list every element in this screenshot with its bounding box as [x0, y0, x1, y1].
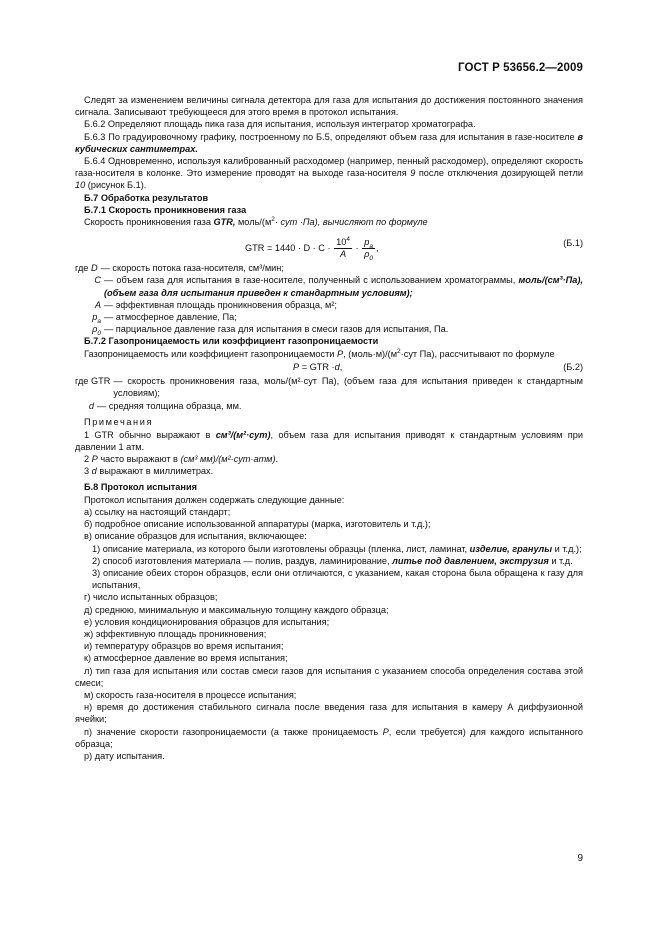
definition-d-symbol — [75, 262, 98, 274]
b8-item-i: и) температуру образцов во время испытания; — [84, 641, 284, 652]
note-3-b: d — [91, 466, 97, 477]
symbol-gtr: где GTR — [75, 375, 111, 386]
definition-pa — [75, 311, 583, 323]
b8-item-d: д) среднюю, минимальную и максимальную толщину каждого образца; — [84, 604, 389, 615]
b8-item-v2 — [75, 555, 583, 567]
paragraph-b62: Б.6.2 Определяют площадь пика газа для испытания, используя интегратор хроматографа. — [84, 119, 476, 130]
definitions-b2 — [75, 375, 583, 413]
b63-emphasis: в кубических сантиметрах. — [75, 131, 583, 154]
formula-b2-d: d — [334, 361, 340, 372]
symbol-pa-main: p — [92, 312, 98, 323]
formula-b1-number: (Б.1) — [563, 238, 583, 249]
where-label: где — [75, 263, 89, 274]
definition-c-text-a: — объем газа для испытания в газе-носителе, полученный с использованием хроматограммы, — [104, 275, 519, 286]
fraction-1-num-exp: 4 — [346, 236, 350, 244]
paragraph-b71 — [75, 216, 583, 228]
formula-b1-left: GTR = 1440 · D · C · — [245, 243, 331, 254]
b8-v2-a: 2) способ изготовления материала — полив, раздув, ламинирование, — [92, 555, 393, 566]
b8-p-b: P — [382, 726, 389, 737]
definition-gtr-text: — скорость проникновения газа, моль/(м²·сут Па), (объем газа для испытания приведен к стандартным условиям); — [113, 375, 583, 399]
definition-d-text: — скорость потока газа-носителя, см³/мин; — [100, 263, 284, 274]
definition-rho0 — [75, 323, 583, 338]
document-header: ГОСТ Р 53656.2—2009 — [458, 62, 583, 74]
symbol-rho0-sub: 0 — [97, 330, 101, 338]
definitions-b1 — [75, 262, 583, 338]
b8-item-v3: 3) описание обеих сторон образцов, если они отличаются, с указанием, какая сторона была обращена к газу для испытания, — [92, 567, 583, 591]
definition-gtr — [75, 375, 583, 399]
formula-b2-comma: , — [339, 361, 343, 372]
definition-c-text — [101, 274, 583, 298]
b8-item-e: е) условия кондиционирования образцов для испытания; — [84, 616, 330, 627]
symbol-c: C — [94, 275, 101, 286]
formula-b2-number: (Б.2) — [563, 361, 583, 372]
definition-a — [75, 299, 583, 311]
note-1-b: см³/(м²·сут) — [215, 429, 271, 440]
note-2-a: 2 — [84, 454, 92, 465]
note-2-b: P — [91, 454, 98, 465]
b8-item-n: н) время до достижения стабильного сигнала после введения газа для испытания в камеру А диффузионной ячейки; — [75, 702, 583, 725]
formula-b2-mid: = GTR · — [299, 361, 335, 372]
fraction-1-numerator — [334, 237, 352, 249]
paragraph-b64 — [75, 155, 583, 192]
section-b8-title: Б.8 Протокол испытания — [84, 482, 197, 493]
symbol-rho0-main: ρ — [92, 324, 98, 335]
definition-pa-text: — атмосферное давление, Па; — [104, 312, 237, 323]
formula-b2-p: P — [293, 361, 300, 372]
formula-b1-dot: · — [355, 243, 359, 254]
b71-text-a: Скорость проникновения газа — [84, 217, 214, 228]
b8-item-l: л) тип газа для испытания или состав смеси газов для испытания с указанием способа определения состава этой смеси; — [75, 665, 583, 688]
b8-item-r: р) дату испытания. — [84, 750, 165, 761]
notes-title: Примечания — [84, 417, 154, 428]
fraction-2-num-base: p — [364, 237, 370, 248]
b72-text-c: , (моль·м)/(м — [343, 348, 398, 359]
b8-v1-a: 1) описание материала, из которого были изготовлены образцы (пленка, лист, ламинат, — [92, 543, 470, 554]
symbol-thickness: d — [88, 401, 94, 412]
b64-ref-9: 9 — [410, 168, 416, 179]
definition-c-text-b: моль/(см³·Па), (объем газа для испытания приведен к стандартным условиям); — [104, 275, 583, 298]
symbol-a: A — [94, 299, 101, 310]
definition-thickness-text: — средняя толщина образца, мм. — [97, 401, 242, 412]
formula-b1 — [75, 230, 583, 263]
formula-b1-fraction-1 — [334, 237, 352, 260]
b72-text-e: ·сут Па), рассчитывают по формуле — [400, 348, 555, 359]
b64-text-a: Б.6.4 Одновременно, используя калиброванный расходомер (например, пенный расходомер), определяют скорость газа-носителя в колонке. Это измерение проводят на выходе газа-носителя — [75, 156, 583, 179]
fraction-2-den-base: ρ — [364, 249, 370, 260]
symbol-rho0 — [75, 323, 101, 338]
definition-c — [75, 274, 583, 298]
fraction-2-num-sub: a — [369, 243, 373, 251]
symbol-pa — [75, 311, 101, 323]
b8-item-g: г) число испытанных образцов; — [84, 592, 218, 603]
b71-gtr: GTR, — [213, 217, 236, 228]
paragraph-b63 — [75, 131, 583, 155]
note-2 — [75, 453, 583, 465]
definition-rho0-text: — парциальное давление газа для испытания в смеси газов для испытания, Па. — [104, 324, 449, 335]
formula-b2-expression — [293, 361, 342, 373]
note-2-d: (см³ мм)/(м²·сут·атм) — [180, 454, 276, 465]
section-b71-title: Б.7.1 Скорость проникновения газа — [84, 204, 247, 215]
symbol-d: D — [90, 263, 98, 274]
b8-item-p — [75, 726, 583, 750]
formula-b1-fraction-2 — [362, 237, 375, 263]
b8-item-v: в) описание образцов для испытания, включающее: — [84, 531, 307, 542]
definition-d — [75, 262, 583, 274]
b8-v1-b: изделие, гранулы — [469, 543, 553, 554]
fraction-1-denominator: A — [339, 249, 347, 260]
b72-p: P — [337, 348, 344, 359]
fraction-1-num-base: 10 — [336, 237, 347, 248]
formula-b1-comma: , — [376, 243, 379, 254]
b72-sup: 2 — [397, 347, 401, 355]
note-3-a: 3 — [84, 466, 92, 477]
b71-text-e: · сут ·Па), вычисляют по формуле — [274, 217, 428, 228]
b64-text-e: (рисунок Б.1). — [85, 180, 147, 191]
section-b7-title: Б.7 Обработка результатов — [84, 192, 209, 203]
note-1-a: 1 GTR обычно выражают в — [84, 429, 216, 440]
formula-b2 — [75, 361, 583, 374]
formula-b1-expression — [245, 236, 379, 263]
b64-ref-10: 10 — [75, 180, 86, 191]
b8-v2-c: и т.д. — [548, 555, 573, 566]
definition-thickness — [75, 400, 583, 412]
note-2-e: . — [275, 454, 279, 465]
paragraph-intro-1: Следят за изменением величины сигнала детектора для газа для испытания до достижения постоянного значения сигнала. Записывают требующееся для этого время в протокол испытания. — [75, 95, 583, 118]
b8-intro: Протокол испытания должен содержать следующие данные: — [84, 494, 345, 505]
b72-text-a: Газопроницаемость или коэффициент газопроницаемости — [84, 348, 337, 359]
b8-item-k: к) атмосферное давление во время испытания; — [84, 653, 288, 664]
symbol-pa-sub: a — [97, 317, 101, 325]
b71-text-c: моль/(м — [235, 217, 272, 228]
b63-text: Б.6.3 По градуировочному графику, построенному по Б.5, определяют объем газа для испытания в газе-носителе — [84, 131, 578, 142]
fraction-2-numerator — [362, 237, 375, 249]
b71-sup: 2 — [271, 215, 275, 223]
b8-item-v1 — [75, 543, 583, 555]
b8-item-zh: ж) эффективную площадь проникновения; — [84, 628, 267, 639]
note-1 — [75, 429, 583, 453]
b8-p-a: п) значение скорости газопроницаемости (а также проницаемость — [84, 726, 383, 737]
definition-a-text: — эффективная площадь проникновения образца, м²; — [104, 299, 337, 310]
note-3 — [75, 465, 583, 477]
b8-item-m: м) скорость газа-носителя в процессе испытания; — [84, 689, 297, 700]
paragraph-b72 — [75, 348, 583, 360]
b64-text-c: после отключения дозирующей петли — [415, 168, 583, 179]
fraction-2-den-sub: 0 — [369, 255, 374, 263]
note-1-c: , объем газа для испытания приводят к стандартным условиям при давлении 1 атм. — [75, 429, 583, 452]
b8-item-a: а) ссылку на настоящий стандарт; — [84, 506, 231, 517]
b8-v2-b: литье под давлением, экструзия — [392, 555, 549, 566]
note-3-c: выражают в миллиметрах. — [96, 466, 214, 477]
b8-p-c: , если требуется) для каждого испытанного образца; — [75, 726, 583, 749]
fraction-2-denominator — [362, 249, 375, 263]
b8-item-b: б) подробное описание использованной аппаратуры (марка, изготовитель и т.д.); — [84, 519, 431, 530]
note-2-c: часто выражают в — [97, 454, 181, 465]
page-number: 9 — [577, 853, 583, 864]
section-b72-title: Б.7.2 Газопроницаемость или коэффициент газопроницаемости — [84, 336, 379, 347]
b8-v1-c: и т.д.); — [552, 543, 582, 554]
page-content — [75, 94, 583, 762]
